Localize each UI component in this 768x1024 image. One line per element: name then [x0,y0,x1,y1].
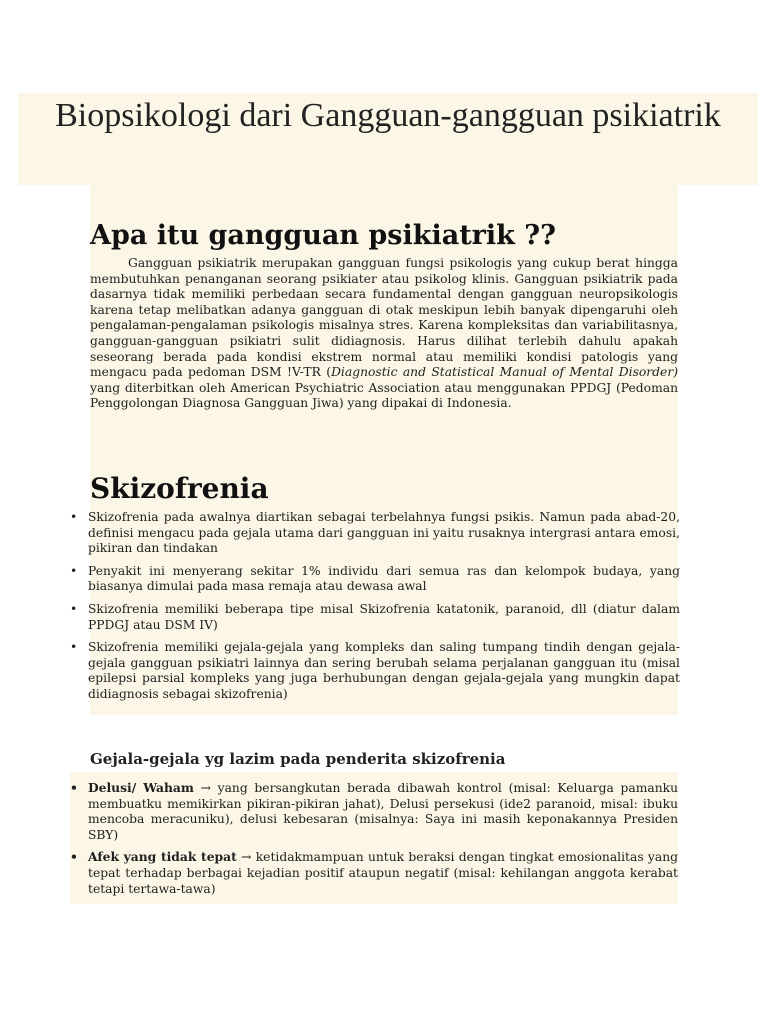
symptom-term: Afek yang tidak tepat [88,849,237,865]
symptom-term: Delusi/ Waham [88,780,194,795]
page-title: Biopsikologi dari Gangguan-gangguan psikiatrik [55,97,721,134]
section-heading-skizofrenia: Skizofrenia [90,472,269,505]
list-item [70,510,680,557]
list-item-text: Skizofrenia memiliki beberapa tipe misal Skizofrenia katatonik, paranoid, dll (diatur dalam PPDGJ atau DSM IV) [88,601,680,632]
symptom-description: ketidakmampuan untuk beraksi dengan tingkat emosionalitas yang tepat terhadap berbagai kejadian positif ataupun negatif (misal: kehilangan anggota kerabat tetapi tertawa-tawa) [88,850,678,896]
bullet-icon: • [70,780,78,795]
bullet-icon: • [70,563,78,578]
bullet-icon: • [70,601,78,616]
arrow-icon: → [200,781,211,795]
section-heading-apa-itu: Apa itu gangguan psikiatrik ?? [90,220,556,251]
list-item [70,602,680,633]
symptoms-list [70,780,678,897]
dsm-italic-text: Diagnostic and Statistical Manual of Mental Disorder) [331,365,678,380]
list-item [70,640,680,702]
list-item-text: Skizofrenia memiliki gejala-gejala yang kompleks dan saling tumpang tindih dengan gejala-gejala gangguan psikiatri lainnya dan sering berubah selama perjalanan gangguan itu (misal epilepsi parsial kompleks yang juga berhubungan dengan gejala-gejala yang mungkin dapat didiagnosis sebagai skizofrenia) [88,640,680,701]
bullet-icon: • [70,640,78,655]
symptom-description: yang bersangkutan berada dibawah kontrol (misal: Keluarga pamanku membuatku memikirkan pikiran-pikiran jahat), Delusi persekusi (ide2 paranoid, misal: ibuku mencoba meracuniku), delusi kebesaran (misalnya: Saya ini masih keponakannya Presiden SBY) [88,781,678,842]
list-item [70,564,680,595]
list-item [70,780,678,843]
intro-text-end: yang diterbitkan oleh American Psychiatric Association atau menggunakan PPDGJ (Pedoman Penggolongan Diagnosa Gangguan Jiwa) yang dipakai di Indonesia. [90,380,678,411]
bullet-icon: • [70,510,78,524]
bullet-icon: • [70,849,78,865]
skizofrenia-list [70,510,680,703]
list-item-text: Skizofrenia pada awalnya diartikan sebagai terbelahnya fungsi psikis. Namun pada abad-20, definisi mengacu pada gejala utama dari gangguan ini yaitu rusaknya intergrasi antara emosi, pikiran dan tindakan [88,510,680,556]
list-item [70,849,678,897]
intro-paragraph [90,256,678,412]
list-item-text: Penyakit ini menyerang sekitar 1% individu dari semua ras dan kelompok budaya, yang biasanya dimulai pada masa remaja atau dewasa awal [88,563,680,594]
symptoms-heading: Gejala-gejala yg lazim pada penderita skizofrenia [90,750,506,768]
intro-text: Gangguan psikiatrik merupakan gangguan fungsi psikologis yang cukup berat hingga membutuhkan penanganan seorang psikiater atau psikolog klinis. Gangguan psikiatrik pada dasarnya tidak memiliki perbedaan secara fundamental dengan gangguan neuropsikologis karena tetap melibatkan adanya gangguan di otak meskipun lebih banyak dipengaruhi oleh pengalaman-pengalaman psikologis misalnya stres. Karena kompleksitas dan variabilitasnya, gangguan-gangguan psikiatri sulit didiagnosis. Harus dilihat terlebih dahulu apakah seseorang berada pada kondisi ekstrem normal atau memiliki kondisi patologis yang mengacu pada pedoman DSM !V-TR ( [90,256,678,380]
arrow-icon: → [241,850,252,865]
